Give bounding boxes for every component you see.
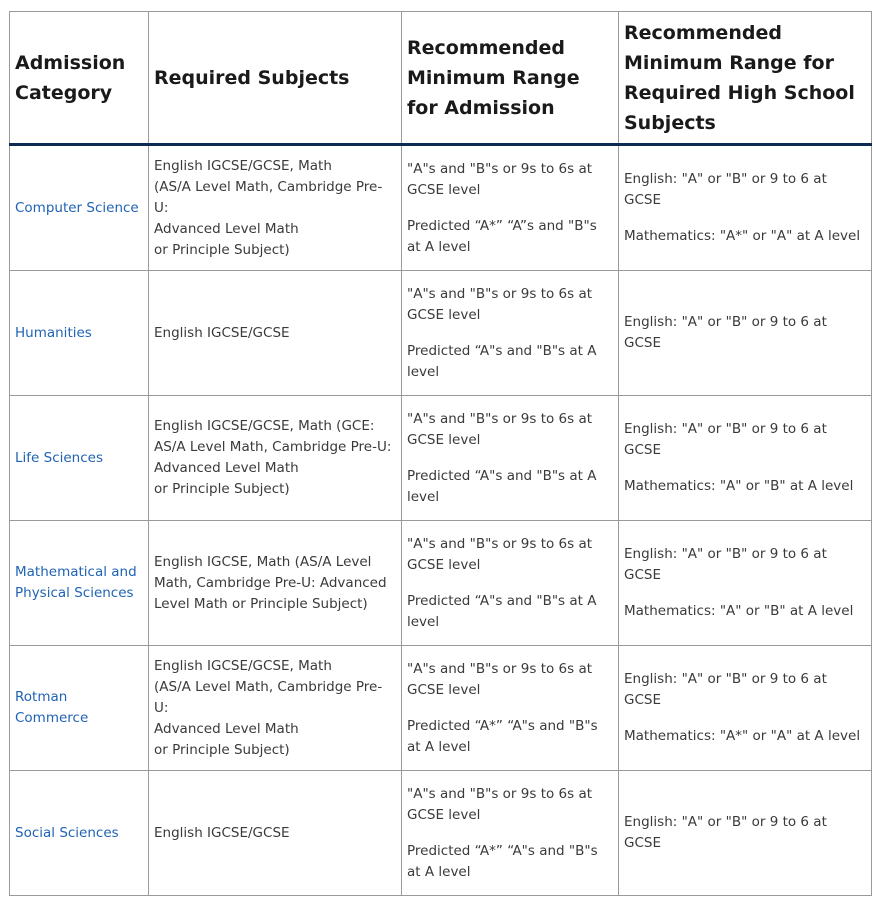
category-link[interactable]: Mathematical and Physical Sciences [10, 521, 149, 646]
header-min-range-admission: Recommended Minimum Range for Admission [402, 12, 619, 145]
admissions-table-container [9, 11, 872, 896]
subject-range-text: English: "A" or "B" or 9 to 6 at GCSE [624, 671, 827, 708]
required-subjects-cell [149, 396, 402, 521]
admissions-table [9, 11, 872, 896]
admission-range-text: "A"s and "B"s or 9s to 6s at GCSE level [407, 660, 593, 698]
required-subjects-line: English IGCSE/GCSE, Math (GCE: [154, 418, 375, 434]
header-admission-category: Admission Category [10, 12, 149, 145]
admission-range-cell [402, 521, 619, 646]
required-subjects-line: English IGCSE, Math (AS/A Level [154, 553, 372, 570]
table-row [10, 521, 872, 646]
required-subjects-line: Advanced Level Math [154, 460, 299, 476]
required-subjects-line: (AS/A Level Math, Cambridge Pre-U: [154, 678, 383, 716]
admission-range-text: Predicted “A*” “A”s and "B"s at A level [407, 217, 597, 255]
required-subjects-cell [149, 271, 402, 396]
required-subjects-line: Level Math or Principle Subject) [154, 595, 368, 612]
subject-range-cell [619, 271, 872, 396]
admission-range-text: Predicted “A"s and "B"s at A level [407, 592, 597, 630]
category-link[interactable]: Life Sciences [10, 396, 149, 521]
required-subjects-cell [149, 145, 402, 271]
subject-range-text: Mathematics: "A*" or "A" at A level [624, 228, 861, 244]
admission-range-cell [402, 145, 619, 271]
admission-range-cell [402, 271, 619, 396]
required-subjects-line: English IGCSE/GCSE, Math [154, 157, 332, 174]
admission-range-cell [402, 771, 619, 896]
admission-range-text: Predicted “A"s and "B"s at A level [407, 342, 597, 380]
admission-range-cell [402, 396, 619, 521]
required-subjects-line: (AS/A Level Math, Cambridge Pre-U: [154, 178, 383, 216]
required-subjects-line: or Principle Subject) [154, 481, 290, 497]
required-subjects-line: or Principle Subject) [154, 241, 290, 258]
subject-range-text: English: "A" or "B" or 9 to 6 at GCSE [624, 314, 827, 351]
required-subjects-line: English IGCSE/GCSE, Math [154, 657, 332, 674]
subject-range-text: English: "A" or "B" or 9 to 6 at GCSE [624, 814, 827, 851]
category-link[interactable]: Social Sciences [10, 771, 149, 896]
subject-range-cell [619, 145, 872, 271]
required-subjects-cell [149, 646, 402, 771]
subject-range-text: Mathematics: "A*" or "A" at A level [624, 728, 861, 744]
subject-range-cell [619, 521, 872, 646]
admission-range-text: "A"s and "B"s or 9s to 6s at GCSE level [407, 535, 593, 573]
admission-range-text: "A"s and "B"s or 9s to 6s at GCSE level [407, 410, 593, 448]
admission-range-text: Predicted “A*” “A"s and "B"s at A level [407, 842, 598, 880]
subject-range-text: English: "A" or "B" or 9 to 6 at GCSE [624, 546, 827, 583]
category-link[interactable]: Rotman Commerce [10, 646, 149, 771]
subject-range-cell [619, 646, 872, 771]
header-min-range-subjects: Recommended Minimum Range for Required High School Subjects [619, 12, 872, 145]
header-required-subjects: Required Subjects [149, 12, 402, 145]
subject-range-text: Mathematics: "A" or "B" at A level [624, 478, 854, 494]
subject-range-cell [619, 396, 872, 521]
table-row [10, 145, 872, 271]
required-subjects-line: AS/A Level Math, Cambridge Pre-U: [154, 439, 392, 455]
required-subjects-cell [149, 521, 402, 646]
header-row [10, 12, 872, 145]
category-link[interactable]: Computer Science [10, 145, 149, 271]
table-row [10, 271, 872, 396]
subject-range-text: English: "A" or "B" or 9 to 6 at GCSE [624, 171, 827, 208]
admission-range-text: "A"s and "B"s or 9s to 6s at GCSE level [407, 160, 593, 198]
admission-range-cell [402, 646, 619, 771]
table-row [10, 646, 872, 771]
table-row [10, 396, 872, 521]
table-body [10, 145, 872, 896]
required-subjects-line: Advanced Level Math [154, 220, 299, 237]
subject-range-text: Mathematics: "A" or "B" at A level [624, 603, 854, 619]
subject-range-text: English: "A" or "B" or 9 to 6 at GCSE [624, 421, 827, 458]
table-row [10, 771, 872, 896]
admission-range-text: Predicted “A*” “A"s and "B"s at A level [407, 717, 598, 755]
required-subjects-line: English IGCSE/GCSE [154, 324, 290, 341]
required-subjects-line: Math, Cambridge Pre-U: Advanced [154, 574, 387, 591]
category-link[interactable]: Humanities [10, 271, 149, 396]
required-subjects-line: Advanced Level Math [154, 720, 299, 737]
admission-range-text: "A"s and "B"s or 9s to 6s at GCSE level [407, 785, 593, 823]
required-subjects-cell [149, 771, 402, 896]
admission-range-text: Predicted “A"s and "B"s at A level [407, 467, 597, 505]
subject-range-cell [619, 771, 872, 896]
table-header [10, 12, 872, 145]
required-subjects-line: or Principle Subject) [154, 741, 290, 758]
required-subjects-line: English IGCSE/GCSE [154, 824, 290, 841]
admission-range-text: "A"s and "B"s or 9s to 6s at GCSE level [407, 285, 593, 323]
